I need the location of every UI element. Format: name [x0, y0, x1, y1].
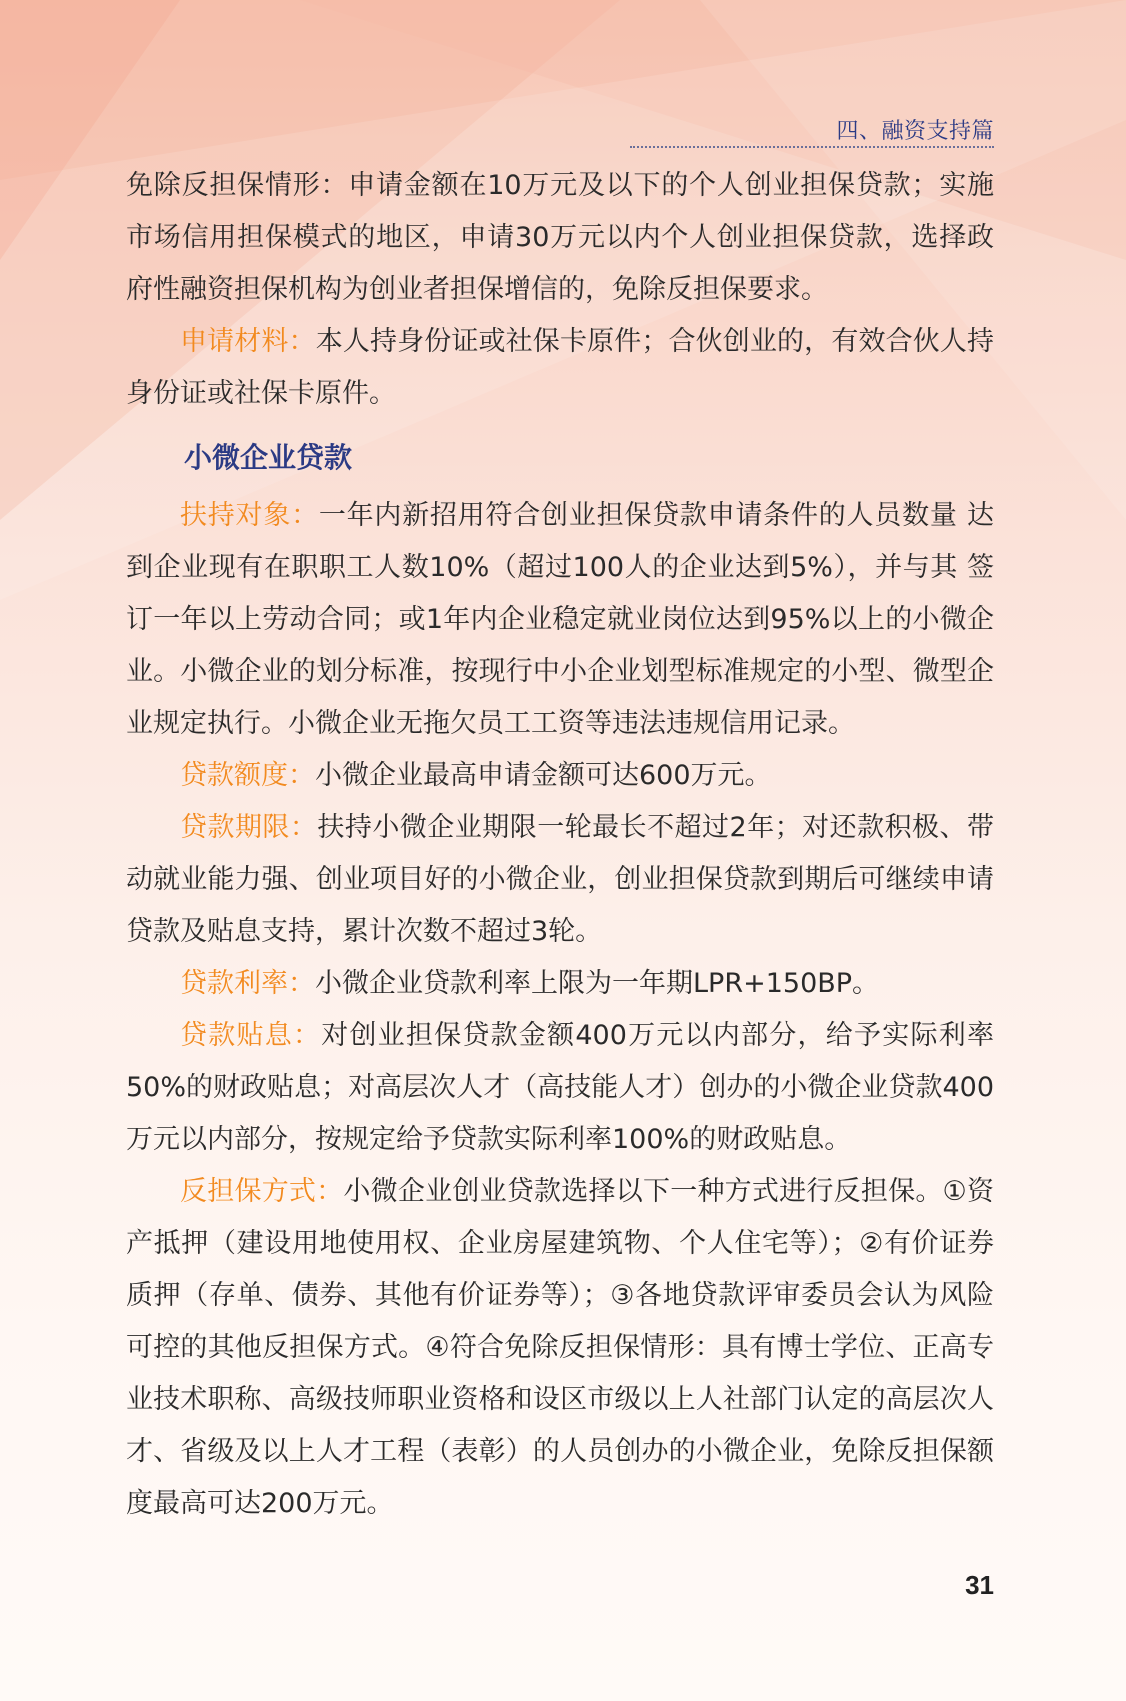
paragraph-label: 反担保方式： [180, 1176, 344, 1207]
paragraph [126, 958, 994, 1010]
paragraph [126, 802, 994, 958]
document-body [126, 160, 994, 1530]
section-title: 小微企业贷款 [184, 441, 353, 474]
paragraph [126, 1010, 994, 1166]
paragraph-label: 贷款额度： [180, 760, 315, 791]
header-divider [630, 146, 994, 148]
paragraph [126, 160, 994, 316]
paragraph-text: 小微企业创业贷款选择以下一种方式进行反担保。①资产抵押（建设用地使用权、企业房屋建筑物、个人住宅等）；②有价证券质押（存单、债券、其他有价证券等）；③各地贷款评审委员会认为风险可控的其他反担保方式。④符合免除反担保情形：具有博士学位、正高专业技术职称、高级技师职业资格和设区市级以上人社部门认定的高层次人才、省级及以上人才工程（表彰）的人员创办的小微企业，免除反担保额度最高可达200万元。 [126, 1176, 994, 1519]
paragraph [126, 490, 994, 750]
paragraph [126, 316, 994, 420]
paragraph-label: 贷款期限： [180, 812, 318, 843]
section-header: 四、融资支持篇 [836, 119, 994, 144]
paragraph-text: 小微企业最高申请金额可达600万元。 [315, 760, 772, 791]
paragraph-text: 扶持小微企业期限一轮最长不超过2年；对还款积极、带动就业能力强、创业项目好的小微企业，创业担保贷款到期后可继续申请贷款及贴息支持，累计次数不超过3轮。 [126, 812, 994, 947]
paragraph-label: 扶持对象： [180, 500, 319, 531]
paragraph-label: 申请材料： [180, 326, 316, 357]
paragraph-label: 贷款贴息： [180, 1020, 322, 1051]
paragraph-text: 对创业担保贷款金额400万元以内部分，给予实际利率50%的财政贴息；对高层次人才（高技能人才）创办的小微企业贷款400万元以内部分，按规定给予贷款实际利率100%的财政贴息。 [126, 1020, 994, 1155]
paragraph-text: 一年内新招用符合创业担保贷款申请条件的人员数量 达到企业现有在职职工人数10%（超过100人的企业达到5%），并与其 签订一年以上劳动合同；或1年内企业稳定就业岗位达到95%以上的小微企业。小微企业的划分标准，按现行中小企业划型标准规定的小型、微型企业规定执行。小微企业无拖欠员工工资等违法违规信用记录。 [126, 500, 994, 739]
paragraph-text: 免除反担保情形：申请金额在10万元及以下的个人创业担保贷款；实施市场信用担保模式的地区，申请30万元以内个人创业担保贷款，选择政府性融资担保机构为创业者担保增信的，免除反担保要求。 [126, 170, 994, 305]
paragraph-label: 贷款利率： [180, 968, 315, 999]
paragraph [126, 750, 994, 802]
paragraph-text: 小微企业贷款利率上限为一年期LPR+150BP。 [315, 968, 880, 999]
paragraph [126, 1166, 994, 1530]
paragraph-text: 本人持身份证或社保卡原件；合伙创业的，有效合伙人持身份证或社保卡原件。 [126, 326, 995, 409]
page-number: 31 [965, 1570, 994, 1600]
